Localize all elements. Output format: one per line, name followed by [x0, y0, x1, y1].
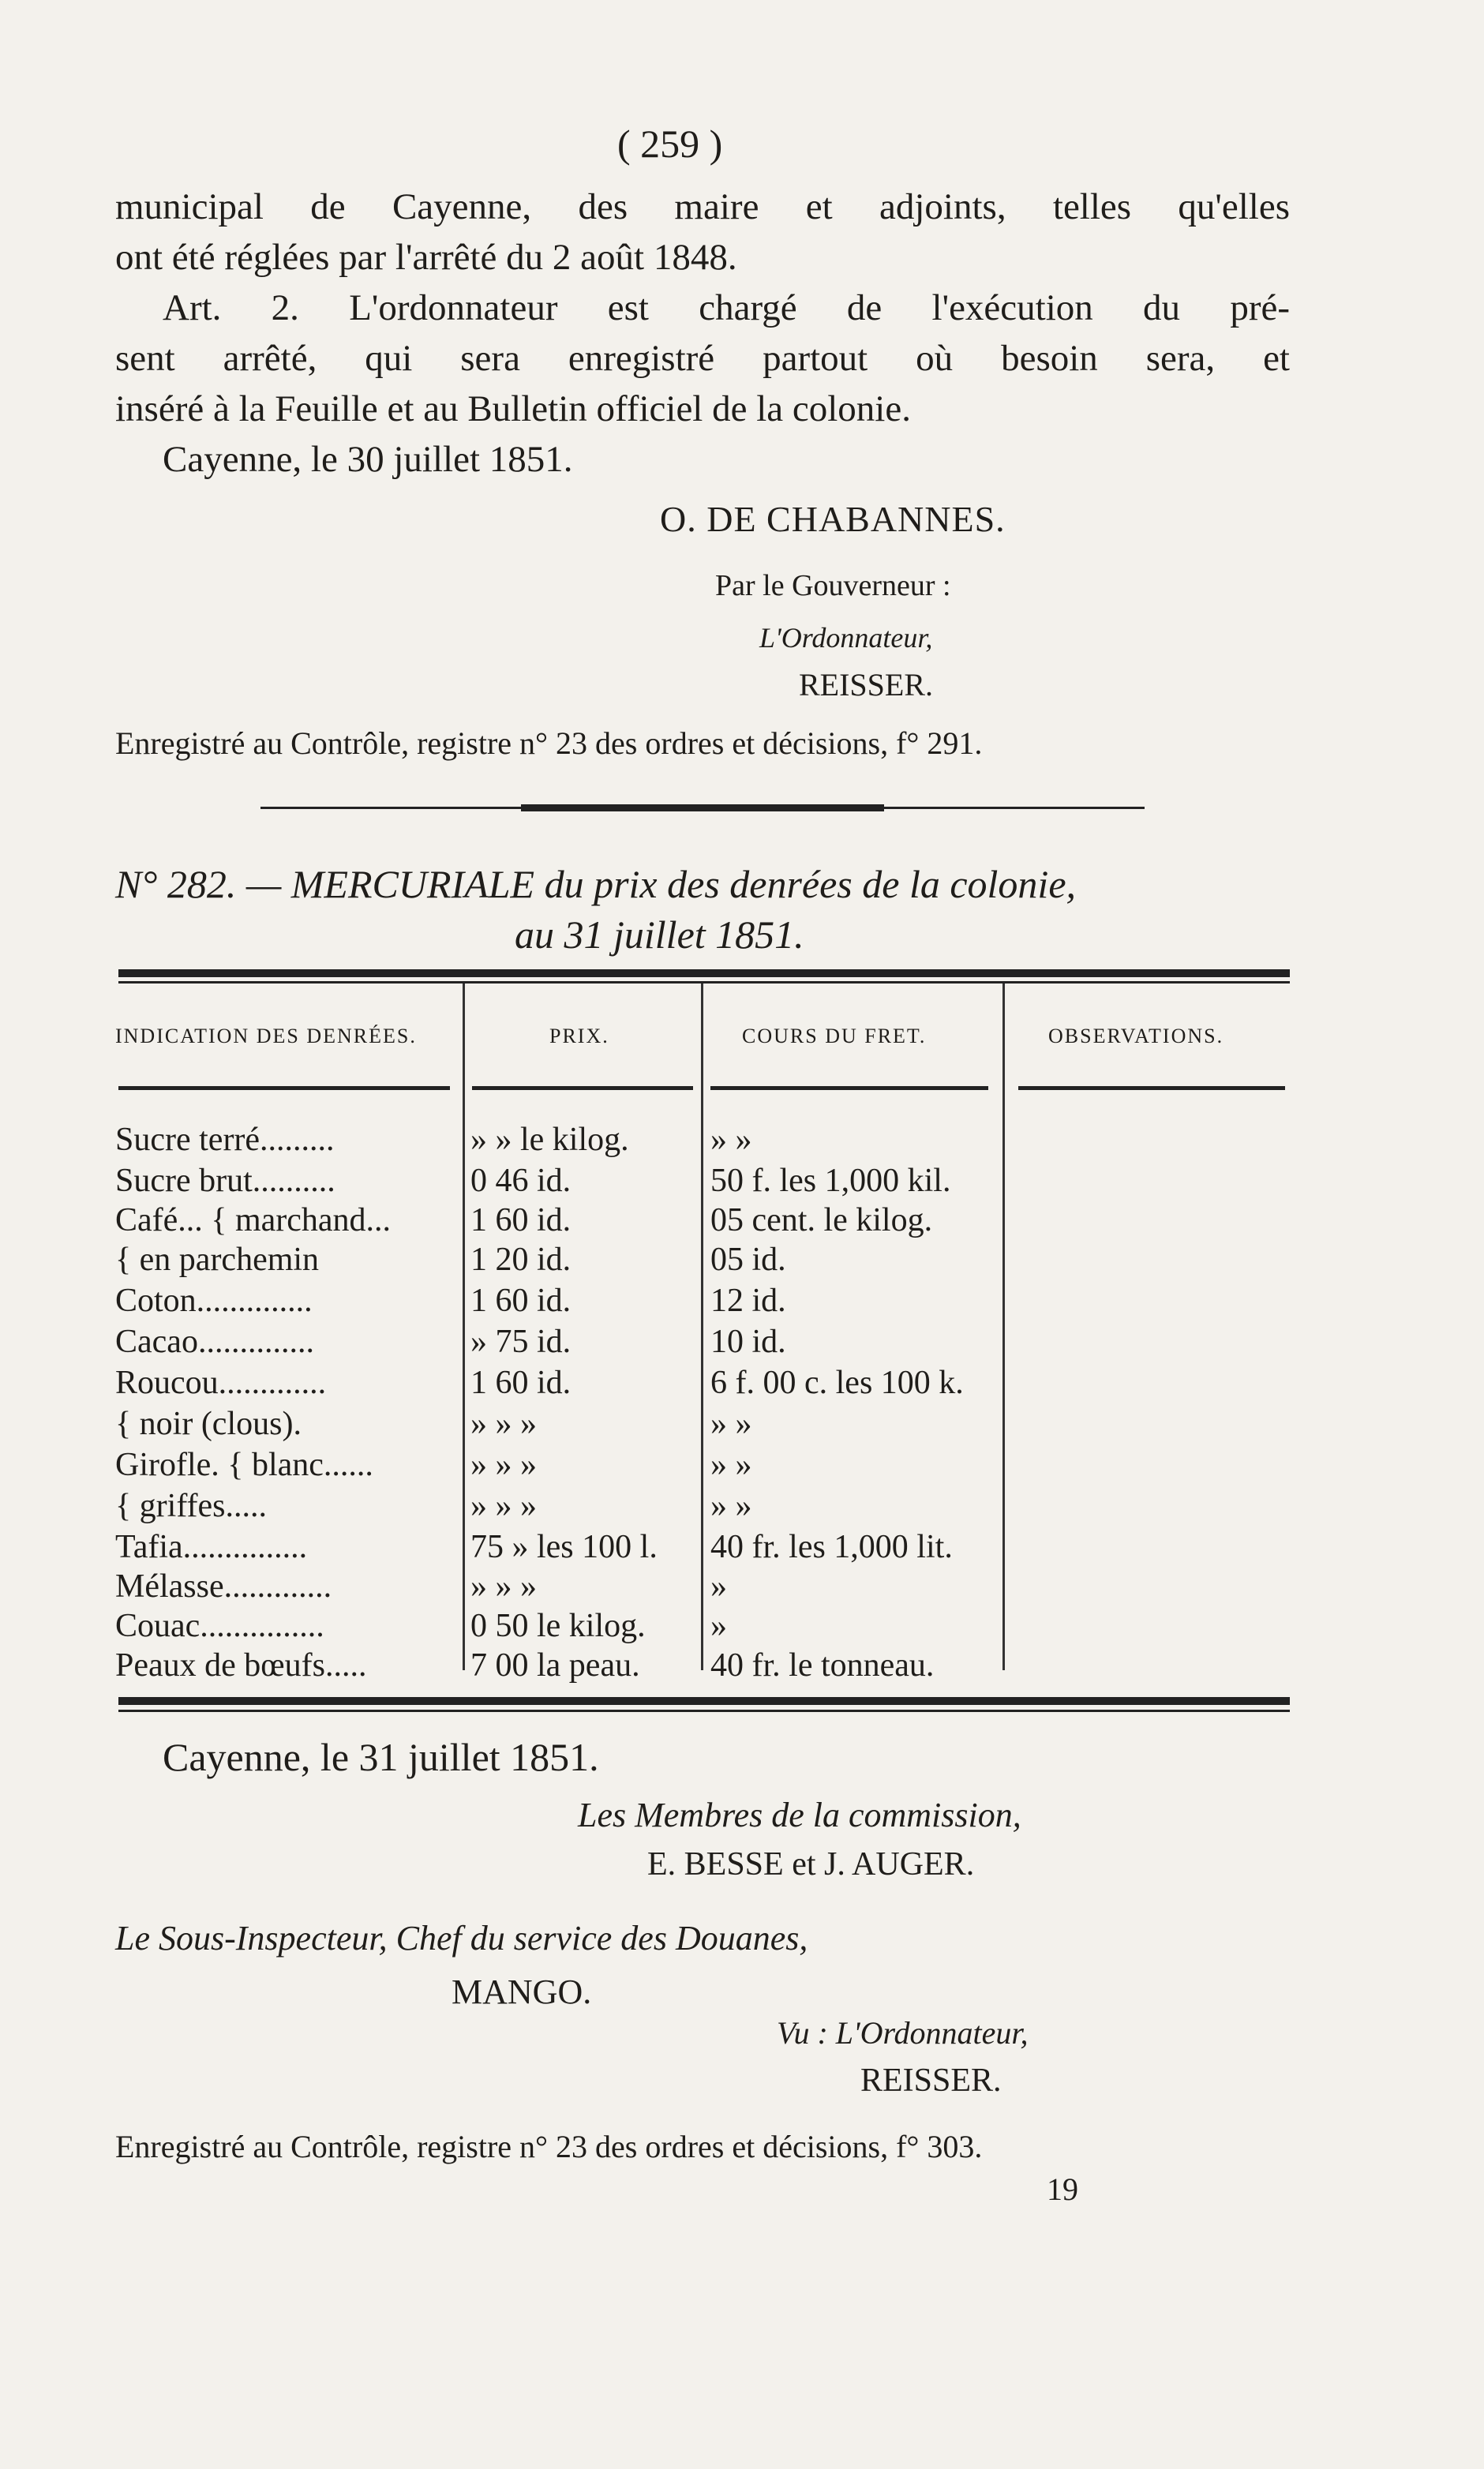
table-row-fret: » — [710, 1608, 727, 1644]
table-row-item: Sucre terré......... — [115, 1122, 335, 1158]
table-row-item: Sucre brut.......... — [115, 1163, 335, 1199]
art2-line-1: Art. 2. L'ordonnateur est chargé de l'exécution du pré- — [163, 287, 1290, 328]
reisser-signature-2: REISSER. — [860, 2062, 1002, 2099]
date-line-1: Cayenne, le 30 juillet 1851. — [163, 439, 573, 480]
mercuriale-title-1: N° 282. — MERCURIALE du prix des denrées de la colonie, — [115, 862, 1077, 906]
intro-line-2: ont été réglées par l'arrêté du 2 août 1848. — [115, 237, 737, 278]
table-row-fret: 40 fr. les 1,000 lit. — [710, 1529, 953, 1565]
table-row-prix: » » le kilog. — [470, 1122, 629, 1158]
table-row-fret: 05 cent. le kilog. — [710, 1202, 933, 1238]
table-row-prix: » » » — [470, 1488, 537, 1524]
table-row-fret: » — [710, 1568, 727, 1605]
table-row-prix: 7 00 la peau. — [470, 1647, 640, 1684]
table-row-prix: » 75 id. — [470, 1324, 571, 1360]
column-divider-3 — [1002, 983, 1005, 1670]
table-row-item: { noir (clous). — [115, 1406, 302, 1442]
enregistre-line-1: Enregistré au Contrôle, registre n° 23 des ordres et décisions, f° 291. — [115, 725, 983, 761]
table-row-prix: 0 46 id. — [470, 1163, 571, 1199]
reisser-signature-1: REISSER. — [799, 667, 934, 702]
table-row-item: Mélasse............. — [115, 1568, 332, 1605]
column-divider-1 — [463, 983, 465, 1670]
art2-line-2: sent arrêté, qui sera enregistré partout où besoin sera, et — [115, 338, 1290, 379]
header-underline-2 — [472, 1086, 693, 1090]
table-row-item: Girofle. { blanc...... — [115, 1447, 373, 1483]
table-row-item: Couac............... — [115, 1608, 324, 1644]
enregistre-line-2: Enregistré au Contrôle, registre n° 23 des ordres et décisions, f° 303. — [115, 2129, 983, 2164]
art2-line-3: inséré à la Feuille et au Bulletin officiel de la colonie. — [115, 388, 911, 429]
table-row-prix: 1 60 id. — [470, 1365, 571, 1401]
column-divider-2 — [701, 983, 703, 1670]
header-underline-3 — [710, 1086, 988, 1090]
intro-line-1: municipal de Cayenne, des maire et adjoints, telles qu'elles — [115, 186, 1290, 227]
table-row-prix: 1 60 id. — [470, 1283, 571, 1319]
table-row-fret: 10 id. — [710, 1324, 786, 1360]
table-row-fret: 50 f. les 1,000 kil. — [710, 1163, 951, 1199]
header-fret: COURS DU FRET. — [742, 1025, 927, 1047]
table-row-item: Coton.............. — [115, 1283, 313, 1319]
table-row-prix: » » » — [470, 1406, 537, 1442]
table-row-fret: 6 f. 00 c. les 100 k. — [710, 1365, 964, 1401]
table-row-fret: » » — [710, 1122, 752, 1158]
table-row-item: Café... { marchand... — [115, 1202, 392, 1238]
section-divider-thick — [521, 804, 884, 811]
table-row-prix: 1 20 id. — [470, 1242, 571, 1278]
header-observations: OBSERVATIONS. — [1048, 1025, 1224, 1047]
table-row-prix: » » » — [470, 1568, 537, 1605]
table-row-item: Peaux de bœufs..... — [115, 1647, 367, 1684]
signature-mark: 19 — [1047, 2171, 1078, 2207]
header-underline-4 — [1018, 1086, 1285, 1090]
mango-signature: MANGO. — [452, 1973, 592, 2011]
sous-inspecteur: Le Sous-Inspecteur, Chef du service des Douanes, — [115, 1919, 808, 1958]
par-le-gouverneur: Par le Gouverneur : — [715, 569, 951, 602]
table-row-item: Tafia............... — [115, 1529, 308, 1565]
header-indication: INDICATION DES DENRÉES. — [115, 1025, 417, 1047]
page-number: ( 259 ) — [617, 122, 723, 166]
table-row-fret: 40 fr. le tonneau. — [710, 1647, 935, 1684]
date-line-2: Cayenne, le 31 juillet 1851. — [163, 1735, 599, 1779]
table-row-item: { en parchemin — [115, 1242, 320, 1278]
table-bottom-rule — [118, 1697, 1290, 1705]
membres-commission: Les Membres de la commission, — [578, 1796, 1021, 1834]
signature-chabannes: O. DE CHABANNES. — [660, 499, 1006, 539]
table-bottom-rule-thin — [118, 1710, 1290, 1712]
table-row-prix: 75 » les 100 l. — [470, 1529, 658, 1565]
table-row-fret: » » — [710, 1447, 752, 1483]
table-row-item: { griffes..... — [115, 1488, 268, 1524]
table-top-rule-thin — [118, 981, 1290, 983]
header-underline-1 — [118, 1086, 450, 1090]
table-row-fret: » » — [710, 1406, 752, 1442]
table-row-prix: 0 50 le kilog. — [470, 1608, 646, 1644]
mercuriale-title-2: au 31 juillet 1851. — [515, 912, 804, 957]
table-row-item: Cacao.............. — [115, 1324, 314, 1360]
table-row-prix: 1 60 id. — [470, 1202, 571, 1238]
table-row-prix: » » » — [470, 1447, 537, 1483]
table-row-item: Roucou............. — [115, 1365, 327, 1401]
ordonnateur-title-1: L'Ordonnateur, — [759, 622, 933, 654]
besse-auger: E. BESSE et J. AUGER. — [647, 1846, 975, 1883]
table-top-rule — [118, 969, 1290, 977]
table-row-fret: 05 id. — [710, 1242, 786, 1278]
header-prix: PRIX. — [549, 1025, 609, 1047]
vu-ordonnateur: Vu : L'Ordonnateur, — [777, 2015, 1029, 2051]
table-row-fret: » » — [710, 1488, 752, 1524]
table-row-fret: 12 id. — [710, 1283, 786, 1319]
